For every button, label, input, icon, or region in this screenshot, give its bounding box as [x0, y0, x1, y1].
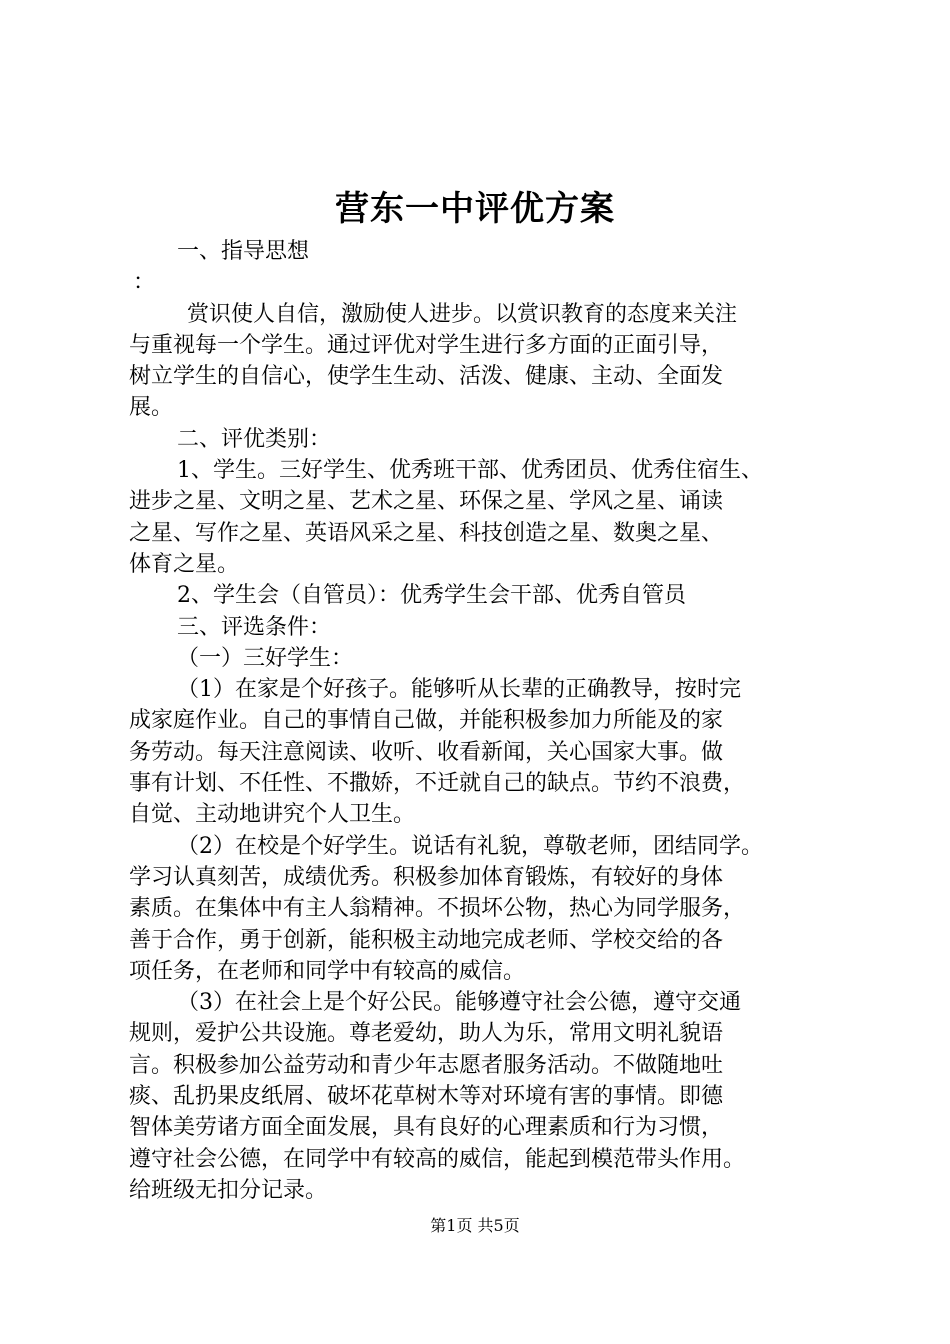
text-line: 进步之星、文明之星、艺术之星、环保之星、学风之星、诵读	[129, 489, 724, 515]
text-line: 痰、乱扔果皮纸屑、破坏花草树木等对环境有害的事情。即德	[129, 1084, 724, 1110]
text-line: 1、学生。三好学生、优秀班干部、优秀团员、优秀住宿生、	[177, 458, 763, 484]
section-heading: 三、评选条件：	[177, 614, 332, 640]
text-line: 与重视每一个学生。通过评优对学生进行多方面的正面引导，	[129, 332, 724, 358]
text-line: 学习认真刻苦，成绩优秀。积极参加体育锻炼，有较好的身体	[129, 864, 724, 890]
text-line: 遵守社会公德，在同学中有较高的威信，能起到模范带头作用。	[129, 1146, 746, 1172]
text-line: 善于合作，勇于创新，能积极主动地完成老师、学校交给的各	[129, 927, 724, 953]
subsection-heading: （一）三好学生：	[177, 645, 354, 671]
text-line: 项任务，在老师和同学中有较高的威信。	[129, 958, 526, 984]
text-line: 之星、写作之星、英语风采之星、科技创造之星、数奥之星、	[129, 520, 724, 546]
text-line: 务劳动。每天注意阅读、收听、收看新闻，关心国家大事。做	[129, 739, 724, 765]
page-footer: 第1页 共5页	[430, 1216, 520, 1235]
text-line: 素质。在集体中有主人翁精神。不损坏公物，热心为同学服务，	[129, 896, 746, 922]
text-line: 体育之星。	[129, 551, 240, 577]
text-line: （3）在社会上是个好公民。能够遵守社会公德，遵守交通	[177, 990, 741, 1016]
text-line: 树立学生的自信心，使学生生动、活泼、健康、主动、全面发	[129, 364, 724, 390]
text-line: （1）在家是个好孩子。能够听从长辈的正确教导，按时完	[177, 677, 741, 703]
text-line: 展。	[129, 395, 174, 421]
text-line: 言。积极参加公益劳动和青少年志愿者服务活动。不做随地吐	[129, 1052, 724, 1078]
text-line: （2）在校是个好学生。说话有礼貌，尊敬老师，团结同学。	[177, 833, 763, 859]
document-title: 营东一中评优方案	[335, 189, 615, 229]
document-body	[129, 236, 831, 1206]
text-line: 成家庭作业。自己的事情自己做，并能积极参加力所能及的家	[129, 708, 724, 734]
text-line: 自觉、主动地讲究个人卫生。	[129, 802, 416, 828]
text-line: 赏识使人自信，激励使人进步。以赏识教育的态度来关注	[187, 301, 738, 327]
section-heading: 一、指导思想	[177, 239, 310, 264]
text-line: 规则，爱护公共设施。尊老爱幼，助人为乐，常用文明礼貌语	[129, 1021, 724, 1047]
text-line: 给班级无扣分记录。	[129, 1177, 328, 1203]
text-line: 事有计划、不任性、不撒娇，不迁就自己的缺点。节约不浪费，	[129, 771, 746, 797]
text-line: 智体美劳诸方面全面发展，具有良好的心理素质和行为习惯，	[129, 1115, 724, 1141]
text-line: 2、学生会（自管员）：优秀学生会干部、优秀自管员	[177, 583, 686, 609]
text-line: ：	[133, 270, 156, 296]
section-heading: 二、评优类别：	[177, 426, 332, 452]
